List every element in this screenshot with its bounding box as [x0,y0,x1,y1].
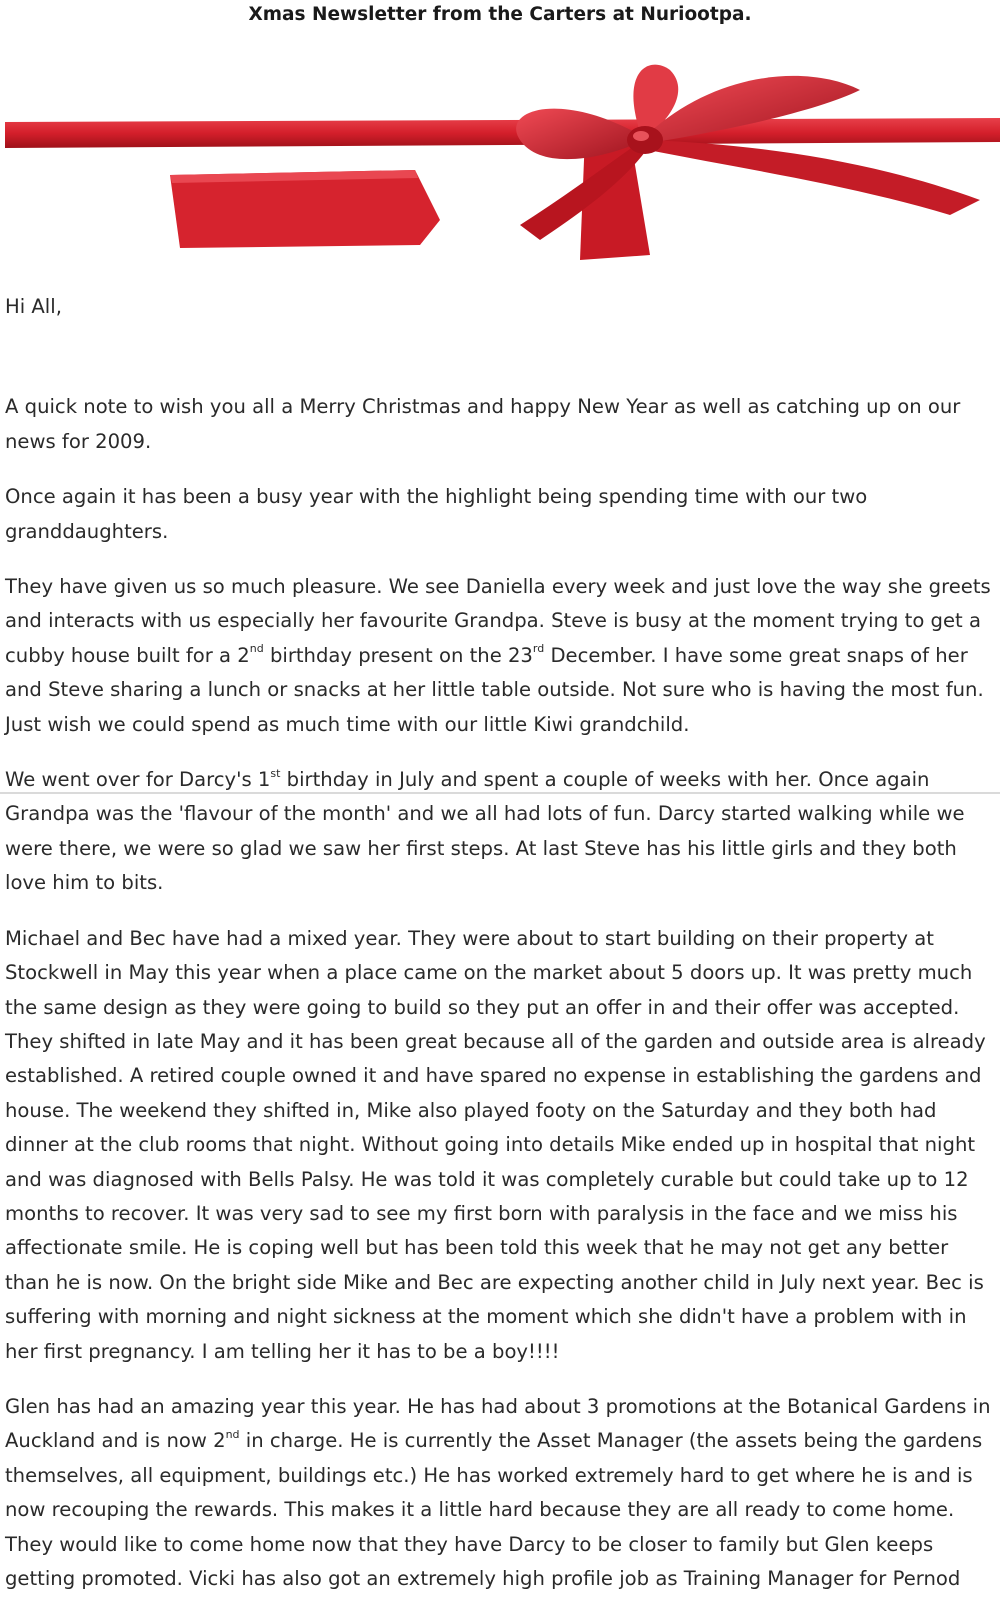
paragraph-text: birthday in July and spent a couple of weeks with her. Once again Grandpa was the 'flavour of the month' and we all had lots of fun. Darcy started walking while we were there, we were so glad we saw her first steps. At last Steve has his little girls and they both love him to bits. [5,768,965,895]
paragraph-daniella [5,570,995,742]
paragraph-highlight [5,480,995,549]
paragraph-glen [5,1390,995,1596]
paragraph-text: They have given us so much pleasure. We see Daniella every week and just love the way she greets and interacts with us especially her favourite Grandpa. Steve is busy at the moment trying to get a cubby house built for a 2 [5,575,991,667]
paragraph-text: Michael and Bec have had a mixed year. They were about to start building on their property at Stockwell in May this year when a place came on the market about 5 doors up. It was pretty much the same design as they were going to build so they put an offer in and their offer was accepted. They shifted in late May and it has been great because all of the garden and outside area is already established. A retired couple owned it and have spared no expense in establishing the gardens and house. The weekend they shifted in, Mike also played footy on the Saturday and they both had dinner at the club rooms that night. Without going into details Mike ended up in hospital that night and was diagnosed with Bells Palsy. He was told it was completely curable but could take up to 12 months to recover. It was very sad to see my first born with paralysis in the face and we miss his affectionate smile. He is coping well but has been told this week that he may not get any better than he is now. On the bright side Mike and Bec are expecting another child in July next year. Bec is suffering with morning and night sickness at the moment which she didn't have a problem with in her first pregnancy. I am telling her it has to be a boy!!!! [5,926,986,1363]
ribbon-bow-icon [0,50,1000,265]
superscript: nd [225,1427,240,1441]
paragraph-text: We went over for Darcy's 1 [5,768,271,792]
superscript: st [270,766,281,780]
letter-body [5,290,995,1617]
scan-artifact-line [0,792,1000,794]
greeting: Hi All, [5,295,62,318]
paragraph-text: A quick note to wish you all a Merry Christmas and happy New Year as well as catching up on our news for 2009. [5,395,961,453]
paragraph-text: Once again it has been a busy year with the highlight being spending time with our two granddaughters. [5,485,868,543]
superscript: nd [249,642,264,656]
paragraph-text: in charge. He is currently the Asset Manager (the assets being the gardens themselves, all equipment, buildings etc.) He has worked extremely hard to get where he is and is now recouping the rewards. This makes it a little hard because they are all ready to come home. They would like to come home now that they have Darcy to be closer to family but Glen keeps getting promoted. Vicki has also got an extremely high profile job as Training Manager for Pernod [5,1429,983,1590]
page-title: Xmas Newsletter from the Carters at Nuriootpa. [248,4,752,25]
paragraph-text: December. I have some great snaps of her and Steve sharing a lunch or snacks at her little table outside. Not sure who is having the most fun. Just wish we could spend as much time with our little Kiwi grandchild. [5,643,984,736]
paragraph-darcy [5,763,995,901]
gift-ribbon-image [0,50,1000,265]
paragraph-intro [5,390,995,459]
superscript: rd [532,642,545,656]
paragraph-text: Glen has had an amazing year this year. He has had about 3 promotions at the Botanical Gardens in Auckland and is now 2 [5,1394,991,1453]
paragraph-michael-bec [5,922,995,1369]
paragraph-text: birthday present on the 23 [269,643,533,667]
